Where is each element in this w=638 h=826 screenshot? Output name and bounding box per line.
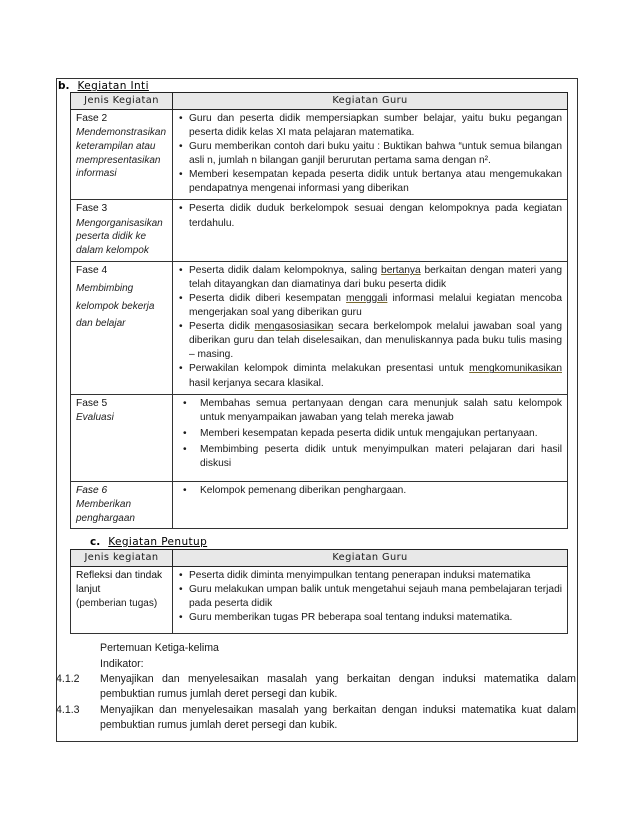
phase-name: Fase 4 [76,264,108,276]
list-item: • Kelompok pemenang diberikan penghargaan. [178,484,562,498]
list-item: • Peserta didik duduk berkelompok sesuai dengan kelompoknya pada kegiatan terdahulu. [178,202,562,230]
phase-name: Refleksi dan tindak lanjut [76,570,163,596]
phase-description: Membimbing kelompok bekerja dan belajar [76,283,155,330]
table-row-fase-4 [71,261,568,394]
table-header-row [71,93,568,110]
indicator-number: 4.1.2 [56,673,80,685]
list-item: • Membahas semua pertanyaan dengan cara menunjuk salah satu kelompok untuk menyampaikan jawaban yang telah mereka jawab [178,397,562,425]
section-c-heading [90,535,207,549]
table-header-row [71,550,568,567]
table-row-fase-6 [71,481,568,529]
list-item: • Guru memberikan tugas PR beberapa soal tentang induksi matematika. [178,611,562,625]
phase-description: Mendemonstrasikan keterampilan atau mempresentasikan informasi [76,127,167,180]
table-row-fase-3 [71,200,568,261]
list-item: • Memberi kesempatan kepada peserta didik untuk bertanya atau mengemukakan pendapatnya mengenai informasi yang diberikan [178,168,562,196]
list-item: • Guru memberikan contoh dari buku yaitu : Buktikan bahwa “untuk semua bilangan asli n, jumlah n bilangan ganjil berurutan pertama sama dengan n². [178,140,562,168]
indicator-text: Menyajikan dan menyelesaikan masalah yang berkaitan dengan induksi matematika dalam pembuktian rumus jumlah deret persegi dan kubik. [100,673,576,700]
highlighted-term: menggali [346,293,388,305]
highlighted-term: bertanya [381,264,421,276]
phase-description: Memberikan penghargaan [76,498,135,524]
section-c-letter: c. [90,536,101,548]
phase-description: Evaluasi [76,411,114,423]
list-item: • Guru dan peserta didik mempersiapkan sumber belajar, yaitu buku pegangan peserta didik kelas XI mata pelajaran matematika. [178,112,562,140]
meeting-title: Pertemuan Ketiga-kelima [100,642,219,654]
phase-description: Mengorganisasikan peserta didik ke dalam kelompok [76,217,163,257]
phase-name: Fase 2 [76,113,108,124]
phase-name: Fase 5 [76,397,108,409]
col-header-jenis-kegiatan: Jenis kegiatan [71,550,173,567]
list-item: • Memberi kesempatan kepada peserta didik untuk mengajukan pertanyaan. [178,427,562,441]
list-item: • Peserta didik dalam kelompoknya, saling bertanya berkaitan dengan materi yang telah ditayangkan dan diamatinya dari buku peserta didik [178,264,562,292]
list-item: • Peserta didik mengasosiasikan secara berkelompok melalui jawaban soal yang diberikan guru dan telah diselesaikan, dan menuliskannya pada buku tulis masing – masing. [178,320,562,362]
highlighted-term: mengasosiasikan [254,321,334,333]
list-item: • Membimbing peserta didik untuk menyimpulkan materi pelajaran dari hasil diskusi [178,443,562,471]
list-item: • Perwakilan kelompok diminta melakukan presentasi untuk mengkomunikasikan hasil kerjanya secara klasikal. [178,362,562,390]
list-item: • Peserta didik diberi kesempatan menggali informasi melalui kegiatan mencoba mengerjakan soal yang diberikan guru [178,292,562,320]
table-row-refleksi [71,567,568,634]
col-header-kegiatan-guru: Kegiatan Guru [173,93,568,110]
kegiatan-penutup-table [70,549,568,634]
indicator-label: Indikator: [100,658,144,670]
phase-description: (pemberian tugas) [76,598,158,610]
section-b-letter: b. [58,80,70,92]
col-header-kegiatan-guru: Kegiatan Guru [173,550,568,567]
col-header-jenis-kegiatan: Jenis Kegiatan [71,93,173,110]
phase-name: Fase 3 [76,203,108,215]
kegiatan-inti-table [70,92,568,529]
highlighted-term: mengkomunikasikan [469,363,562,375]
table-row-fase-2 [71,110,568,200]
section-b-title: Kegiatan Inti [77,80,149,92]
indicator-text: Menyajikan dan menyelesaikan masalah yang berkaitan dengan induksi matematika kuat dalam pembuktian rumus jumlah deret persegi dan kubik. [100,704,576,731]
table-row-fase-5 [71,394,568,481]
list-item: • Peserta didik diminta menyimpulkan tentang penerapan induksi matematika [178,569,562,583]
indicator-number: 4.1.3 [56,704,80,716]
section-c-title: Kegiatan Penutup [108,536,208,548]
phase-name: Fase 6 [76,484,108,496]
list-item: • Guru melakukan umpan balik untuk mengetahui sejauh mana pembelajaran terjadi pada peserta didik [178,583,562,611]
